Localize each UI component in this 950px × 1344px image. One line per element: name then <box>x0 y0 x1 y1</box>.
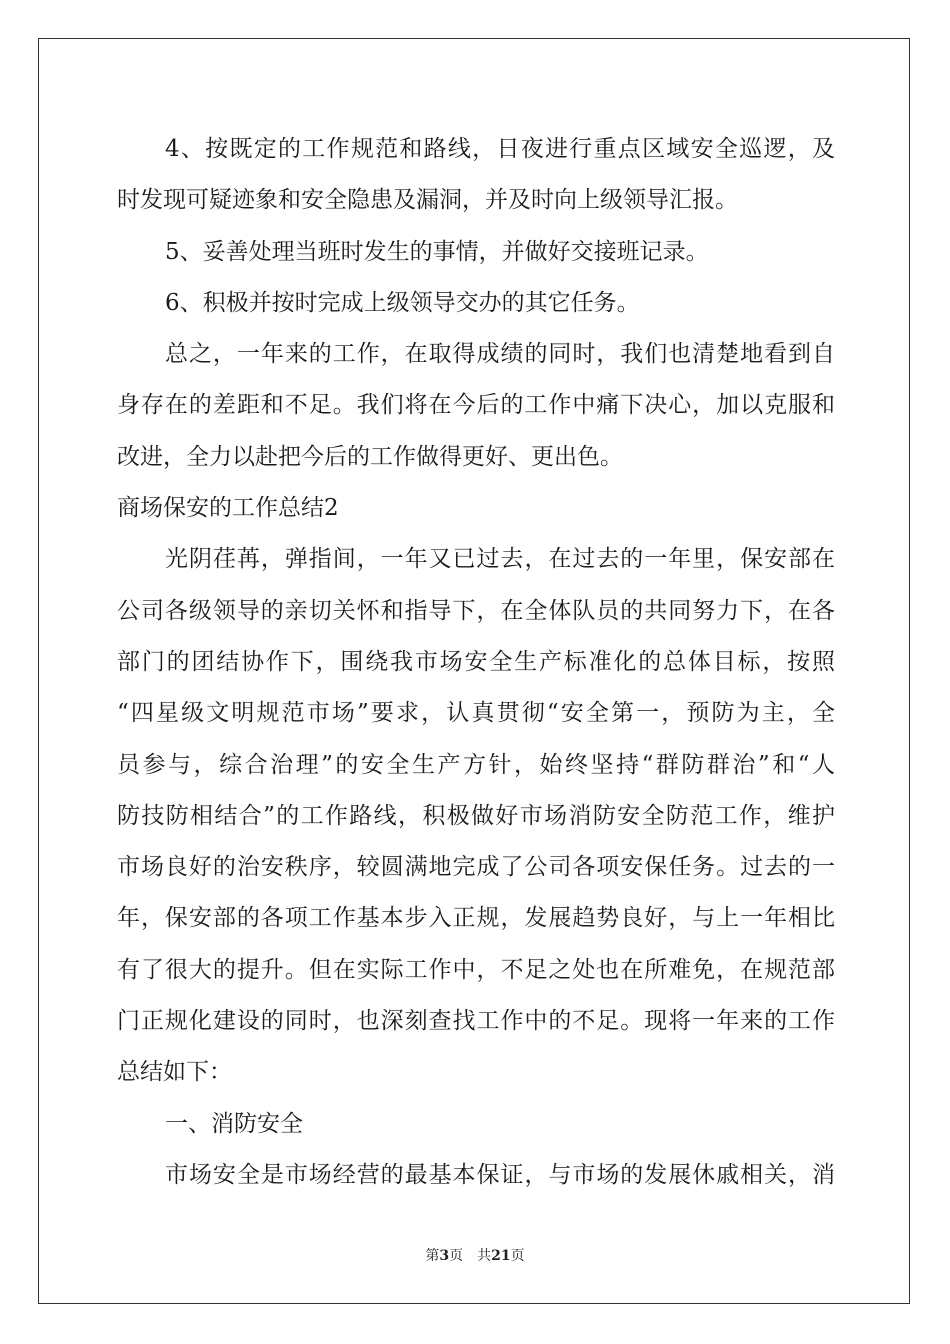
footer-page-word: 页 <box>449 1248 464 1264</box>
footer-total-pages: 21 <box>491 1248 511 1264</box>
text-line: 5、妥善处理当班时发生的事情，并做好交接班记录。 <box>165 238 709 265</box>
document-body <box>117 124 835 1201</box>
text-line: 光阴荏苒，弹指间，一年又已过去，在过去的一年里，保安部在 <box>165 546 835 573</box>
text-line: 年，保安部的各项工作基本步入正规，发展趋势良好，与上一年相比 <box>117 905 835 932</box>
text-line: 改进，全力以赴把今后的工作做得更好、更出色。 <box>117 443 623 470</box>
text-line: 员参与，综合治理”的安全生产方针，始终坚持“群防群治”和“人 <box>117 751 835 778</box>
text-line: 总之，一年来的工作，在取得成绩的同时，我们也清楚地看到自 <box>165 341 835 368</box>
text-line: 门正规化建设的同时，也深刻查找工作中的不足。现将一年来的工作 <box>117 1008 835 1035</box>
footer-current-page: 3 <box>439 1248 450 1264</box>
text-line: 一、消防安全 <box>165 1110 303 1137</box>
text-line: 身存在的差距和不足。我们将在今后的工作中痛下决心，加以克服和 <box>117 392 835 419</box>
text-line: 4、按既定的工作规范和路线，日夜进行重点区域安全巡逻，及 <box>165 136 835 162</box>
text-line: 时发现可疑迹象和安全隐患及漏洞，并及时向上级领导汇报。 <box>117 187 738 214</box>
text-line: 公司各级领导的亲切关怀和指导下，在全体队员的共同努力下，在各 <box>117 597 835 624</box>
page-footer <box>0 1245 950 1265</box>
text-line: 总结如下： <box>117 1059 232 1086</box>
text-line: 部门的团结协作下，围绕我市场安全生产标准化的总体目标，按照 <box>117 648 835 675</box>
text-line: 防技防相结合”的工作路线，积极做好市场消防安全防范工作，维护 <box>117 802 835 829</box>
footer-total-suffix: 页 <box>510 1248 525 1264</box>
footer-total-prefix: 共 <box>477 1248 492 1264</box>
text-line: 市场良好的治安秩序，较圆满地完成了公司各项安保任务。过去的一 <box>117 854 835 881</box>
text-line: “四星级文明规范市场”要求，认真贯彻“安全第一，预防为主，全 <box>117 700 835 727</box>
text-line: 市场安全是市场经营的最基本保证，与市场的发展休戚相关，消 <box>165 1161 835 1188</box>
text-line: 商场保安的工作总结2 <box>117 495 339 522</box>
footer-prefix: 第 <box>425 1248 440 1264</box>
text-line: 有了很大的提升。但在实际工作中，不足之处也在所难免，在规范部 <box>117 956 835 983</box>
text-line: 6、积极并按时完成上级领导交办的其它任务。 <box>165 289 640 316</box>
